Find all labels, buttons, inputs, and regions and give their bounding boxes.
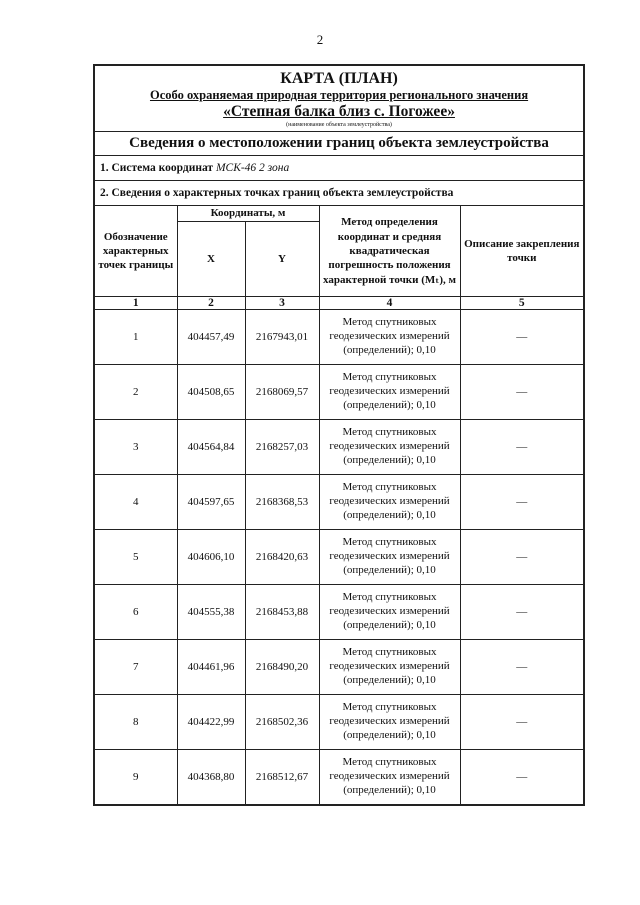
- header-coords: Координаты, м: [177, 206, 319, 221]
- header-desc: Описание закрепления точки: [460, 206, 584, 296]
- description-cell: —: [460, 694, 584, 749]
- object-caption: (наименование объекта землеустройства): [286, 121, 392, 128]
- y-coordinate-cell: 2168453,88: [245, 584, 319, 639]
- coord-system-label: 1. Система координат: [100, 162, 216, 175]
- point-cell: 7: [94, 639, 177, 694]
- column-number: 5: [460, 296, 584, 309]
- header-point: Обозначение характерных точек границы: [94, 206, 177, 296]
- x-coordinate-cell: 404508,65: [177, 364, 245, 419]
- coord-system-value: МСК-46 2 зона: [215, 162, 290, 175]
- point-cell: 8: [94, 694, 177, 749]
- y-coordinate-cell: 2167943,01: [245, 309, 319, 364]
- method-cell: Метод спутниковых геодезических измерений (определений); 0,10: [319, 419, 460, 474]
- x-coordinate-cell: 404555,38: [177, 584, 245, 639]
- header-method: Метод определения координат и средняя квадратическая погрешность положения характерной точки (Mₜ), м: [319, 206, 460, 296]
- boundary-table: [93, 64, 585, 806]
- x-coordinate-cell: 404606,10: [177, 529, 245, 584]
- page-number: 2: [316, 32, 324, 47]
- map-title: КАРТА (ПЛАН): [280, 70, 398, 87]
- y-coordinate-cell: 2168420,63: [245, 529, 319, 584]
- coord-system: [94, 156, 584, 181]
- y-coordinate-cell: 2168368,53: [245, 474, 319, 529]
- description-cell: —: [460, 364, 584, 419]
- method-cell: Метод спутниковых геодезических измерений (определений); 0,10: [319, 584, 460, 639]
- object-name: «Степная балка близ с. Погожее»: [223, 102, 455, 120]
- table-row: [94, 694, 584, 749]
- description-cell: —: [460, 419, 584, 474]
- table-row: [94, 639, 584, 694]
- x-coordinate-cell: 404461,96: [177, 639, 245, 694]
- points-heading: 2. Сведения о характерных точках границ объекта землеустройства: [94, 181, 584, 206]
- point-cell: 6: [94, 584, 177, 639]
- y-coordinate-cell: 2168512,67: [245, 749, 319, 805]
- description-cell: —: [460, 474, 584, 529]
- section-title: Сведения о местоположении границ объекта землеустройства: [94, 132, 584, 156]
- column-number: 2: [177, 296, 245, 309]
- table-row: [94, 584, 584, 639]
- x-coordinate-cell: 404368,80: [177, 749, 245, 805]
- table-row: [94, 419, 584, 474]
- column-number: 1: [94, 296, 177, 309]
- description-cell: —: [460, 309, 584, 364]
- method-cell: Метод спутниковых геодезических измерений (определений); 0,10: [319, 694, 460, 749]
- description-cell: —: [460, 584, 584, 639]
- point-cell: 9: [94, 749, 177, 805]
- table-row: [94, 474, 584, 529]
- method-cell: Метод спутниковых геодезических измерений (определений); 0,10: [319, 529, 460, 584]
- y-coordinate-cell: 2168490,20: [245, 639, 319, 694]
- description-cell: —: [460, 529, 584, 584]
- description-cell: —: [460, 639, 584, 694]
- method-cell: Метод спутниковых геодезических измерений (определений); 0,10: [319, 639, 460, 694]
- point-cell: 2: [94, 364, 177, 419]
- point-cell: 1: [94, 309, 177, 364]
- x-coordinate-cell: 404564,84: [177, 419, 245, 474]
- column-number: 3: [245, 296, 319, 309]
- y-coordinate-cell: 2168257,03: [245, 419, 319, 474]
- point-cell: 3: [94, 419, 177, 474]
- column-number: 4: [319, 296, 460, 309]
- point-cell: 4: [94, 474, 177, 529]
- point-cell: 5: [94, 529, 177, 584]
- map-subtitle: Особо охраняемая природная территория регионального значения: [149, 88, 529, 103]
- x-coordinate-cell: 404597,65: [177, 474, 245, 529]
- y-coordinate-cell: 2168069,57: [245, 364, 319, 419]
- y-coordinate-cell: 2168502,36: [245, 694, 319, 749]
- document-frame: [93, 64, 583, 806]
- header-x: X: [177, 221, 245, 296]
- header-y: Y: [245, 221, 319, 296]
- x-coordinate-cell: 404422,99: [177, 694, 245, 749]
- method-cell: Метод спутниковых геодезических измерений (определений); 0,10: [319, 309, 460, 364]
- table-row: [94, 529, 584, 584]
- table-row: [94, 309, 584, 364]
- title-block: [94, 65, 584, 132]
- table-row: [94, 364, 584, 419]
- method-cell: Метод спутниковых геодезических измерений (определений); 0,10: [319, 364, 460, 419]
- method-cell: Метод спутниковых геодезических измерений (определений); 0,10: [319, 749, 460, 805]
- description-cell: —: [460, 749, 584, 805]
- table-row: [94, 749, 584, 805]
- method-cell: Метод спутниковых геодезических измерений (определений); 0,10: [319, 474, 460, 529]
- x-coordinate-cell: 404457,49: [177, 309, 245, 364]
